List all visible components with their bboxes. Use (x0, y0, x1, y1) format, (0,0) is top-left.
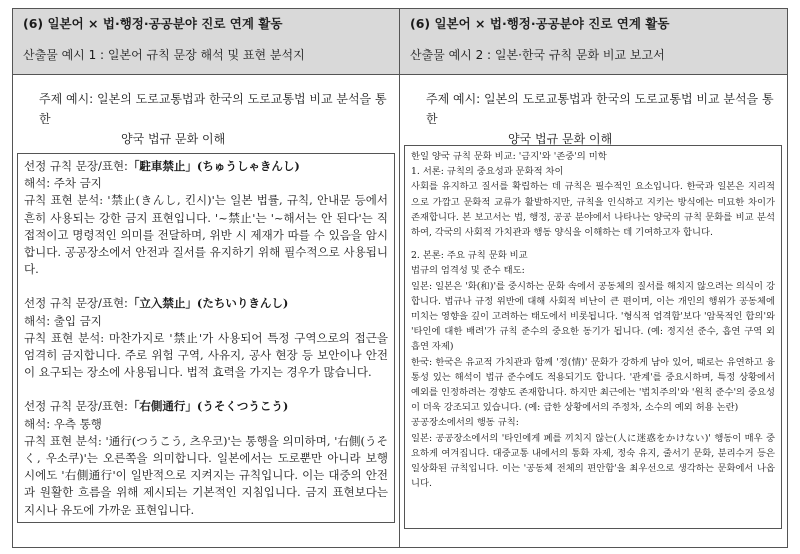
example-phrase: 「立入禁止」(たちいりきんし) (127, 296, 289, 311)
example-3 (24, 398, 388, 518)
right-header-subtitle: 산출물 예시 2 : 일본·한국 규칙 문화 비교 보고서 (410, 48, 665, 62)
left-column (12, 8, 400, 548)
example-analysis: 규칙 표현 분석: '禁止(きんし, 킨시)'는 일본 법률, 규칙, 안내문 등에서 흔히 사용되는 강한 금지 표현입니다. '~禁止'는 '~해서는 안 된다'는 직접적이고 명령적인 의미를 전달하며, 위반 시 제재가 따를 수 있음을 암시합니다. 공공장소에서 안전과 질서를 유지하기 위해 필수적으로 사용됩니다. (24, 193, 388, 277)
example-label: 선정 규칙 문장/표현: (24, 296, 128, 311)
right-topic-line2: 양국 법규 문화 이해 (508, 132, 613, 146)
example-meaning: 해석: 출입 금지 (24, 313, 102, 328)
report-korea-paragraph: 한국: 한국은 유교적 가치관과 함께 '정(情)' 문화가 강하게 남아 있어, 때로는 유연하고 융통성 있는 해석이 법규 준수에도 적용되기도 합니다. '관계'를 중요시하며, 특정 상황에서 예외를 인정하려는 경향도 존재합니다. 하지만 최근에는 '법치주의'와 '원칙 준수'의 중요성이 더욱 강조되고 있습니다. (예: 급한 상황에서의 주정차, 소수의 예외 허용 논란) (411, 356, 775, 414)
right-column (400, 8, 788, 548)
right-header-title: (6) 일본어 × 법·행정·공공분야 진로 연계 활동 (410, 16, 670, 31)
left-header-subtitle: 산출물 예시 1 : 일본어 규칙 문장 해석 및 표현 분석지 (23, 48, 305, 62)
report-section1-heading: 1. 서론: 규칙의 중요성과 문화적 차이 (411, 166, 564, 178)
report-japan-paragraph: 일본: 일본은 '화(和)'를 중시하는 문화 속에서 공동체의 질서를 해치지 않으려는 의식이 강합니다. 법규나 규정 위반에 대해 사회적 비난이 큰 편이며, 이는 개인의 행위가 공동체에 미치는 영향을 깊이 고려하는 태도에서 비롯됩니다. '형식적 엄격함'보다 '암묵적인 합의'와 '타인에 대한 배려'가 규칙 준수의 중요한 동기가 됩니다. (예: 정지선 준수, 흡연 구역 외 흡연 자제) (411, 280, 775, 353)
example-phrase: 「右側通行」(うそくつうこう) (127, 399, 289, 414)
left-topic-line1: 주제 예시: 일본의 도로교통법과 한국의 도로교통법 비교 분석을 통한 (39, 92, 387, 126)
example-label: 선정 규칙 문장/표현: (24, 159, 128, 173)
example-2 (24, 295, 388, 381)
example-label: 선정 규칙 문장/표현: (24, 399, 128, 414)
example-phrase: 「駐車禁止」(ちゅうしゃきんし) (127, 159, 300, 173)
right-topic-line1: 주제 예시: 일본의 도로교통법과 한국의 도로교통법 비교 분석을 통한 (426, 92, 774, 126)
report-section1-body: 사회를 유지하고 질서를 확립하는 데 규칙은 필수적인 요소입니다. 한국과 일본은 지리적으로 가깝고 문화적 교류가 활발하지만, 규칙을 인식하고 지키는 방식에는 미묘한 차이가 존재합니다. 본 보고서는 법, 행정, 공공 분야에서 나타나는 양국의 규칙 문화를 비교 분석하여, 각국의 사회적 가치관과 행동 양식을 이해하는 데 기여하고자 합니다. (411, 181, 775, 239)
left-topic (39, 89, 391, 149)
example-analysis: 규칙 표현 분석: '通行(つうこう, 츠우코)'는 통행을 의미하며, '右側(うそく, 우소쿠)'는 오른쪽을 의미합니다. 일본에서는 도로뿐만 아니라 보행 시에도 '右側通行'이 일반적으로 지켜지는 규칙입니다. 이는 대중의 안전과 원활한 흐름을 위해 제시되는 기본적인 지침입니다. 금지 표현보다는 지시나 유도에 가까운 표현입니다. (24, 433, 388, 517)
report-box (404, 145, 782, 529)
right-topic (426, 89, 779, 149)
left-example-box (17, 153, 395, 523)
report-section2-subheading: 법규의 엄격성 및 준수 태도: (411, 265, 525, 277)
example-meaning: 해석: 우측 통행 (24, 416, 102, 431)
report-japan-paragraph2: 일본: 공공장소에서의 '타인에게 폐를 끼치지 않는(人に迷惑をかけない)' 행동이 매우 중요하게 여겨집니다. 대중교통 내에서의 통화 자제, 정숙 유지, 줄서기 문화, 분리수거 등은 일상화된 규칙입니다. 이는 '공동체 전체의 편안함'을 최우선으로 생각하는 문화에서 나옵니다. (411, 432, 775, 490)
report-section2-heading: 2. 본론: 주요 규칙 문화 비교 (411, 250, 528, 262)
example-analysis: 규칙 표현 분석: 마찬가지로 '禁止'가 사용되어 특정 구역으로의 접근을 엄격히 금지합니다. 주로 위험 구역, 사유지, 공사 현장 등 보안이나 안전이 요구되는 장소에 사용됩니다. 법적 효력을 가지는 경우가 많습니다. (24, 330, 388, 380)
report-title: 한일 양국 규칙 문화 비교: '금지'와 '존중'의 미학 (411, 151, 607, 162)
example-meaning: 해석: 주차 금지 (24, 176, 102, 191)
right-header (400, 9, 787, 75)
example-1 (24, 158, 388, 278)
left-header (13, 9, 399, 75)
report-section2-subheading2: 공공장소에서의 행동 규칙: (411, 417, 519, 429)
left-topic-line2: 양국 법규 문화 이해 (121, 132, 226, 146)
left-header-title: (6) 일본어 × 법·행정·공공분야 진로 연계 활동 (23, 16, 283, 31)
